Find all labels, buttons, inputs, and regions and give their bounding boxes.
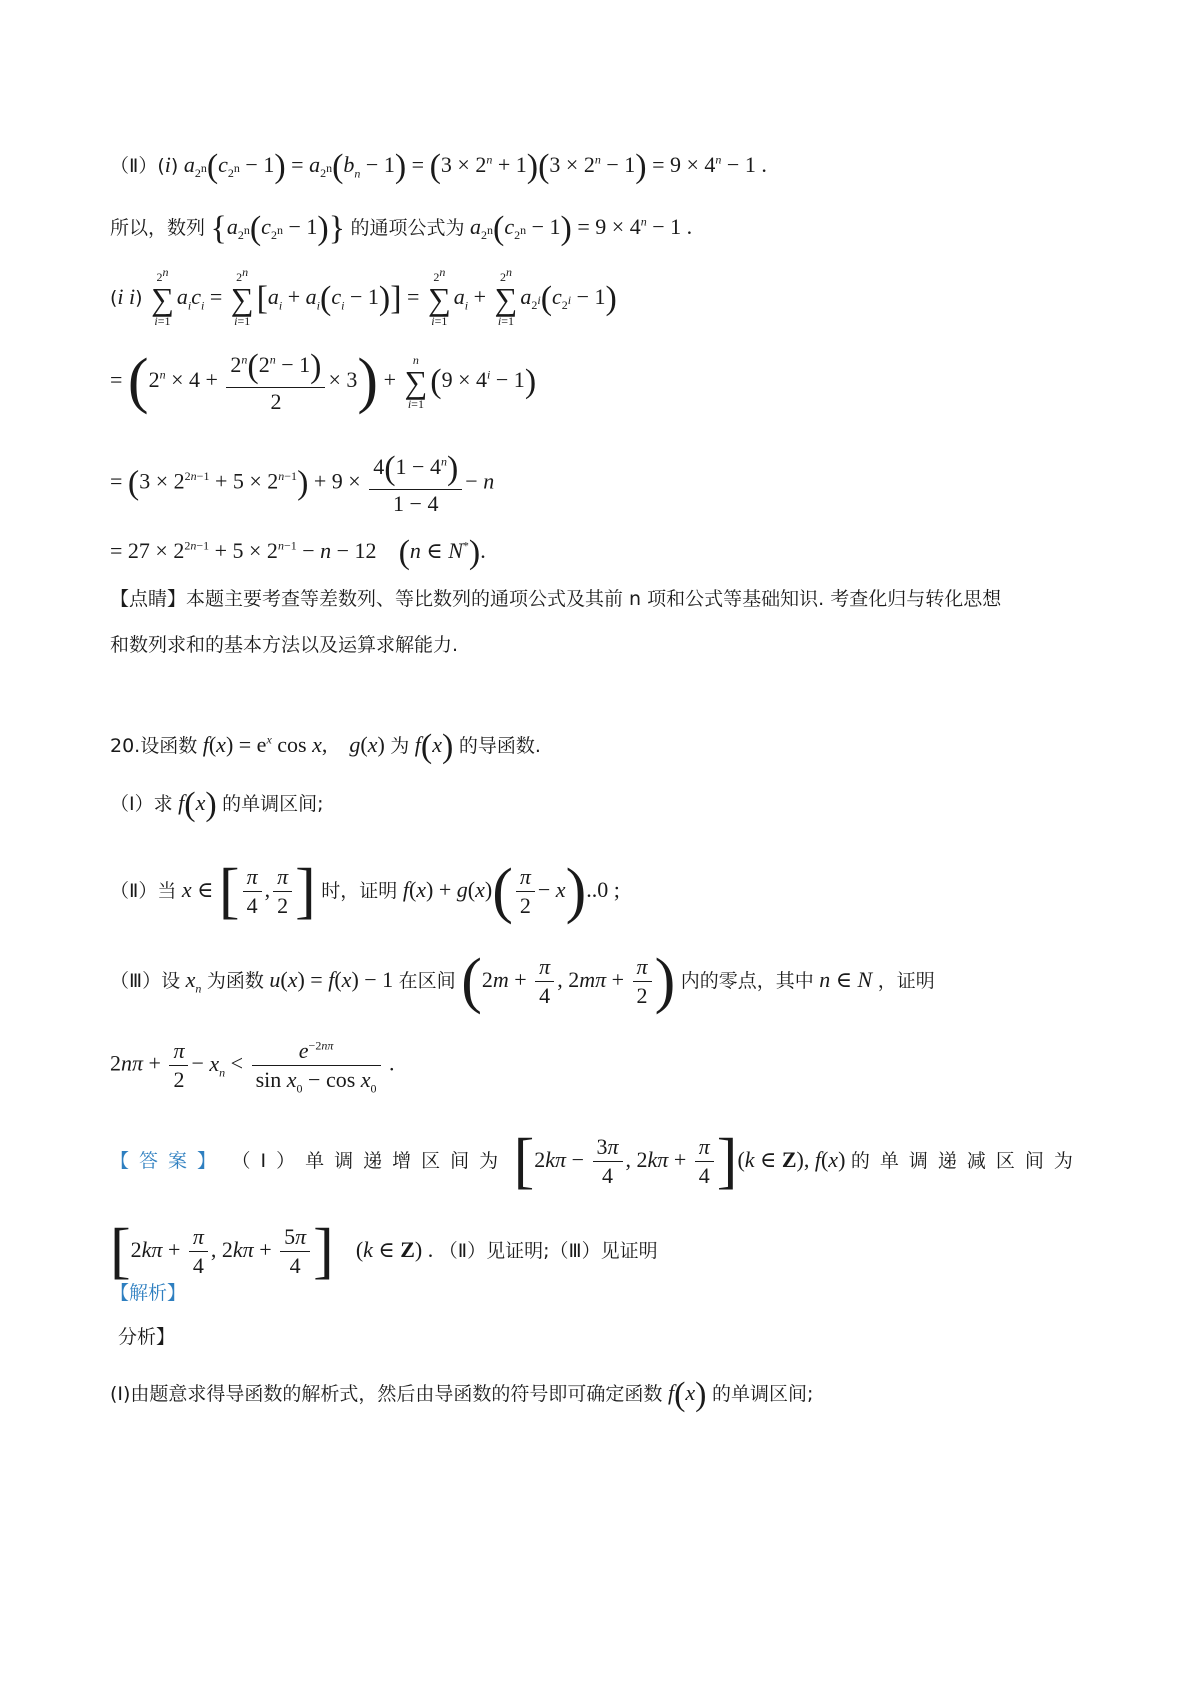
eq-ii-ii-sum: (i i) 2$^n$ ∑ i=1 $a_ic_i$ = 2$^n$ ∑ i=1 $[a_i + a_i(c_i - 1)]$ = 2$^n$ ∑ i=1 $a_i$ + 2$^n$ ∑ i=1 $a_{2^i}(c_{2^i} - 1)$ [110,265,617,328]
answer-tag: 【答案】 [110,1150,227,1172]
answer-line-2: [2kπ + $\frac{\pi}{4}$ , 2kπ + $\frac{5\pi}{4}$ ] (k ∈ Z) . （Ⅱ）见证明;（Ⅲ）见证明 [110,1217,658,1285]
q20-intro: 20.设函数 $f(x) = e^x$ cos x, g(x) 为 f(x) 的导函数. [110,728,541,765]
eq-step1: = ($2^n \times 4$ + $\frac{2^n(2^n - 1)}{2}$ × 3) + n ∑ i=1 $(9 \times 4^i - 1)$ [110,347,537,415]
analysis-line-1: (Ⅰ)由题意求得导函数的解析式，然后由导函数的符号即可确定函数 f(x) 的单调区间; [110,1376,814,1413]
q20-part-1: （Ⅰ）求 f(x) 的单调区间; [110,786,324,823]
eq-general-term: 所以，数列 $\{a_{2^n}(c_{2^n} - 1)\}$ 的通项公式为 $a_{2^n}(c_{2^n} - 1) = 9 \times 4^n - 1$ . [110,210,693,247]
eq-result: = $27 \times 2^{2n-1} + 5 \times 2^{n-1} - n - 12$ (n ∈ N*). [110,534,486,571]
q20-part-3: （Ⅲ）设 $x_n$ 为函数 u(x) = f(x) − 1 在区间 (2m + $\frac{\pi}{4}$ , 2mπ + $\frac{\pi}{2}$ ) 内的零点，其中 n ∈ N ，证明 [110,947,935,1015]
analysis-tag: 【解析】 [110,1282,187,1304]
q20-part-2: （Ⅱ）当 x ∈ [ $\frac{\pi}{4}$ , $\frac{\pi}{2}$ ] 时，证明 f(x) + g(x)( $\frac{\pi}{2}$ − x)..0 ; [110,857,620,925]
eq-step2: = $(3 \times 2^{2n-1} + 5 \times 2^{n-1}) + 9$ × $\frac{4(1 - 4^n)}{1 - 4}$ − n [110,450,495,516]
analysis-sub: 分析】 [118,1326,176,1348]
answer-line-1: 【答案】 （Ⅰ）单调递增区间为 [2kπ − $\frac{3\pi}{4}$ , 2kπ + $\frac{\pi}{4}$ ](k ∈ Z), f(x) 的单调递减区间为 [110,1127,1083,1195]
note-line-1: 【点睛】本题主要考查等差数列、等比数列的通项公式及其前 n 项和公式等基础知识. 考查化归与转化思想 [110,588,1002,610]
eq-ii-i: （Ⅱ）(i) $a_{2^n}(c_{2^n} - 1) = a_{2^n}(b_n - 1) = (3 \times 2^n + 1)(3 \times 2^n - 1) = 9 \times 4^n - 1$ . [110,148,767,185]
q20-inequality: 2nπ + $\frac{\pi}{2}$ − $x_n$ < $\frac{e^{-2n\pi}}{\sin x_0 - \cos x_0}$ . [110,1038,395,1096]
note-line-2: 和数列求和的基本方法以及运算求解能力. [110,634,459,656]
